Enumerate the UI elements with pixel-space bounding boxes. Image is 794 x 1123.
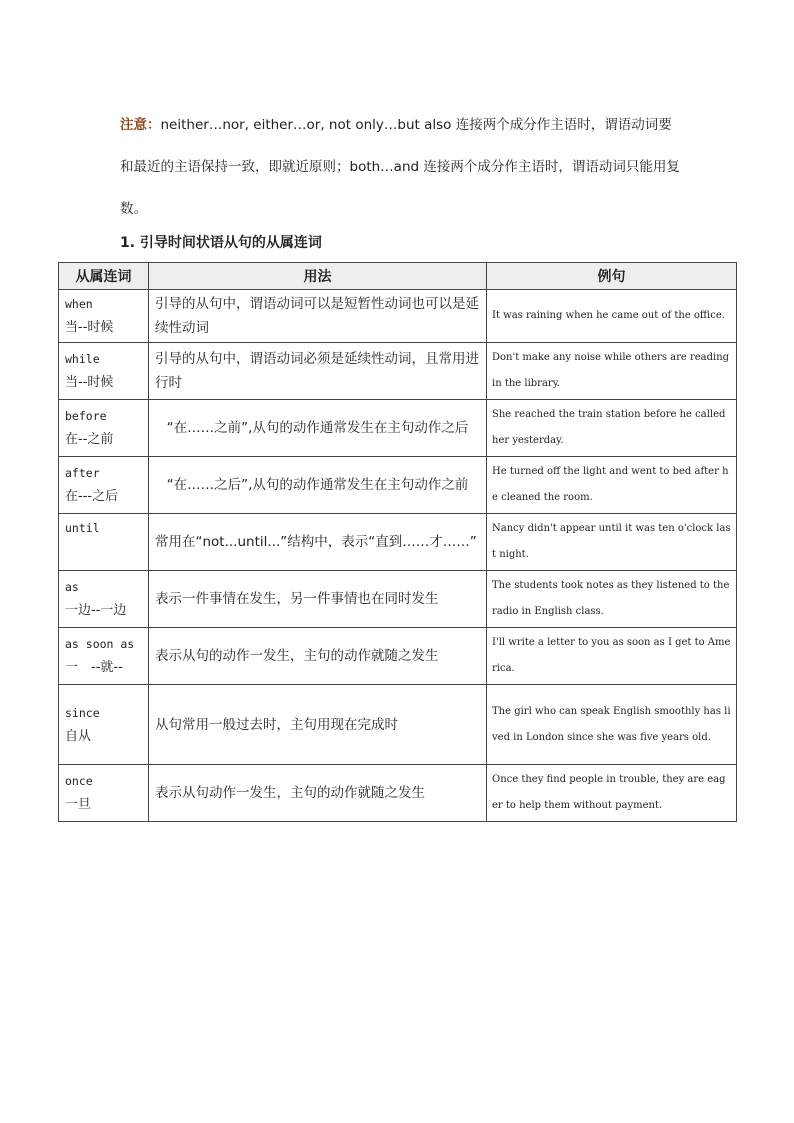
header-conjunction: 从属连词 xyxy=(59,263,149,290)
example-cell: Don't make any noise while others are reading in the library. xyxy=(487,343,737,400)
usage-cell: “在……之后”,从句的动作通常发生在主句动作之前 xyxy=(149,457,487,514)
conjunction-en: as xyxy=(65,580,79,594)
conjunction-cell xyxy=(59,343,149,400)
usage-cell: 引导的从句中，谓语动词可以是短暂性动词也可以是延续性动词 xyxy=(149,290,487,343)
conjunction-cell xyxy=(59,685,149,765)
example-cell: She reached the train station before he called her yesterday. xyxy=(487,400,737,457)
conjunction-en: when xyxy=(65,297,93,311)
table-row xyxy=(59,628,737,685)
table-row xyxy=(59,685,737,765)
conjunction-en: until xyxy=(65,521,100,535)
example-cell: The students took notes as they listened to the radio in English class. xyxy=(487,571,737,628)
example-cell: He turned off the light and went to bed after he cleaned the room. xyxy=(487,457,737,514)
note-label: 注意： xyxy=(120,117,161,133)
table-row xyxy=(59,343,737,400)
example-cell: Nancy didn't appear until it was ten o'clock last night. xyxy=(487,514,737,571)
conjunction-cn: 一 --就-- xyxy=(65,660,123,675)
conjunction-cn: 一边--一边 xyxy=(65,603,127,618)
usage-cell: 表示一件事情在发生，另一件事情也在同时发生 xyxy=(149,571,487,628)
conjunction-cell xyxy=(59,400,149,457)
conjunction-en: once xyxy=(65,774,93,788)
table-header-row xyxy=(59,263,737,290)
usage-cell: 引导的从句中，谓语动词必须是延续性动词，且常用进行时 xyxy=(149,343,487,400)
table-row xyxy=(59,400,737,457)
conjunction-cn: 当--时候 xyxy=(65,375,114,390)
conjunction-cell xyxy=(59,290,149,343)
example-cell: The girl who can speak English smoothly has lived in London since she was five years old. xyxy=(487,685,737,765)
header-usage: 用法 xyxy=(149,263,487,290)
table-row xyxy=(59,457,737,514)
conjunction-cell xyxy=(59,571,149,628)
conjunction-cn: 当--时候 xyxy=(65,320,114,335)
conjunction-cn: 自从 xyxy=(65,728,92,744)
conjunction-en: as soon as xyxy=(65,637,135,651)
conjunction-cn: 在--之前 xyxy=(65,432,114,447)
table-row xyxy=(59,765,737,822)
conjunction-cell xyxy=(59,765,149,822)
section-heading: 1. 引导时间状语从句的从属连词 xyxy=(120,235,322,251)
conjunction-en: while xyxy=(65,352,100,366)
conjunction-en: since xyxy=(65,705,100,720)
conjunction-en: before xyxy=(65,409,107,423)
example-cell: Once they find people in trouble, they are eager to help them without payment. xyxy=(487,765,737,822)
usage-cell: 表示从句动作一发生，主句的动作就随之发生 xyxy=(149,765,487,822)
usage-cell: “在……之前”,从句的动作通常发生在主句动作之后 xyxy=(149,400,487,457)
note-text: neither…nor, either…or, not only…but also 连接两个成分作主语时，谓语动词要和最近的主语保持一致，即就近原则；both…and 连接两个成分作主语时，谓语动词只能用复数。 xyxy=(120,117,680,217)
conjunction-cell xyxy=(59,457,149,514)
conjunction-table xyxy=(58,262,737,822)
conjunction-en: after xyxy=(65,466,100,480)
conjunction-cell xyxy=(59,628,149,685)
grammar-note xyxy=(120,104,680,230)
usage-cell: 常用在“not...until...”结构中，表示“直到……才……” xyxy=(149,514,487,571)
conjunction-cn: 在---之后 xyxy=(65,489,119,504)
example-cell: I'll write a letter to you as soon as I get to America. xyxy=(487,628,737,685)
conjunction-cell xyxy=(59,514,149,571)
usage-cell: 表示从句的动作一发生，主句的动作就随之发生 xyxy=(149,628,487,685)
usage-cell: 从句常用一般过去时，主句用现在完成时 xyxy=(149,685,487,765)
conjunction-cn: 一旦 xyxy=(65,797,92,812)
table-row xyxy=(59,514,737,571)
header-example: 例句 xyxy=(487,263,737,290)
example-cell: It was raining when he came out of the office. xyxy=(487,290,737,343)
table-row xyxy=(59,290,737,343)
table-row xyxy=(59,571,737,628)
